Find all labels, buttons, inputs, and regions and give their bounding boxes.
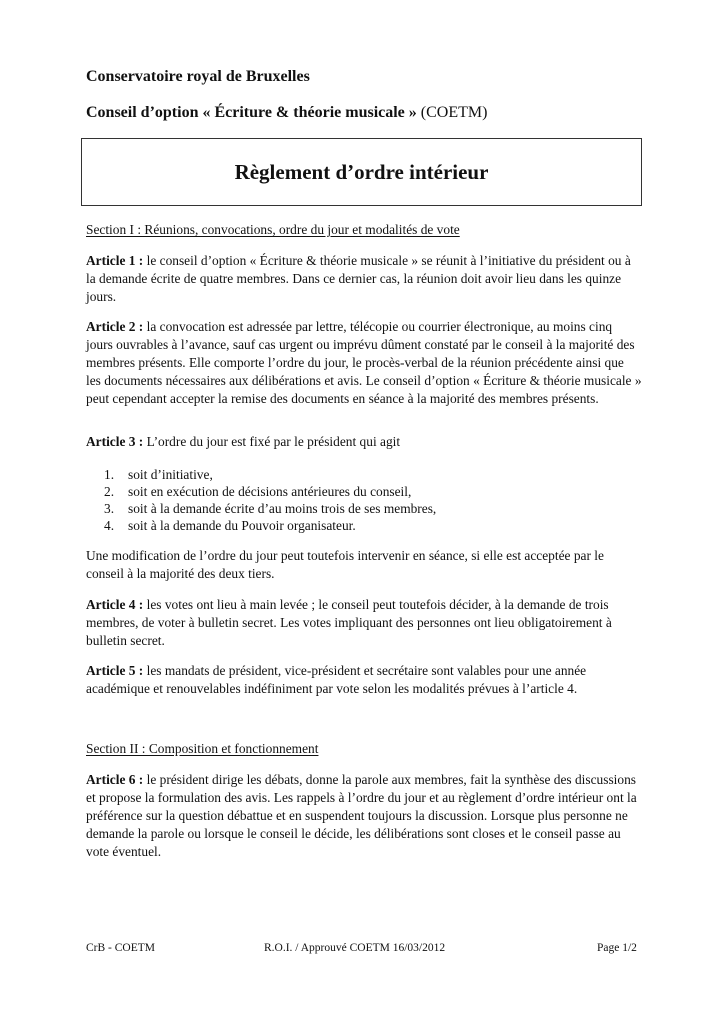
article-2 [86,318,642,408]
article-1-label: Article 1 : [86,253,144,268]
list-item [104,483,624,500]
list-item [104,500,624,517]
article-2-label: Article 2 : [86,319,144,334]
article-3-label: Article 3 : [86,434,144,449]
article-5-label: Article 5 : [86,663,144,678]
article-3-list [104,466,624,534]
council-name-bold: Conseil d’option « Écriture & théorie musicale » [86,104,417,121]
article-1-text: le conseil d’option « Écriture & théorie musicale » se réunit à l’initiative du président ou à la demande écrite de quatre membres. Dans ce dernier cas, la réunion doit avoir lieu dans les quinze jours. [86,253,631,304]
list-item [104,517,624,534]
article-6-text: le président dirige les débats, donne la parole aux membres, fait la synthèse des discussions et propose la formulation des avis. Les rappels à l’ordre du jour et au règlement d’ordre intérieur ont la préférence sur la question débattue et en suspendent toujours la discussion. Lorsque plus personne ne demande la parole ou lorsque le conseil le décide, les délibérations sont closes et le conseil passe au vote éventuel. [86,772,637,859]
list-item-text: soit d’initiative, [128,467,213,482]
list-item-text: soit à la demande écrite d’au moins trois de ses membres, [128,501,437,516]
article-3 [86,433,642,451]
article-4 [86,596,642,650]
list-item-text: soit à la demande du Pouvoir organisateur. [128,518,356,533]
list-item-number: 2. [104,484,115,499]
list-item-number: 4. [104,518,115,533]
footer-page-number: Page 1/2 [597,942,637,954]
title-box [81,138,642,206]
article-6-label: Article 6 : [86,772,144,787]
section-1-heading: Section I : Réunions, convocations, ordre du jour et modalités de vote [86,222,460,237]
institution-name: Conservatoire royal de Bruxelles [86,68,310,85]
article-3-followup: Une modification de l’ordre du jour peut toutefois intervenir en séance, si elle est acceptée par le conseil à la majorité des deux tiers. [86,548,604,581]
article-1 [86,252,642,306]
footer-center: R.O.I. / Approuvé COETM 16/03/2012 [264,942,446,954]
article-4-label: Article 4 : [86,597,144,612]
council-abbreviation: (COETM) [416,104,488,121]
document-title: Règlement d’ordre intérieur [234,160,489,184]
section-2-heading: Section II : Composition et fonctionnement [86,741,319,756]
article-5 [86,662,642,698]
list-item-number: 1. [104,467,115,482]
article-2-text: la convocation est adressée par lettre, télécopie ou courrier électronique, au moins cinq jours ouvrables à l’avance, sauf cas urgent ou imprévu dûment constaté par le conseil à la majorité des membres présents. Elle comporte l’ordre du jour, le procès-verbal de la réunion précédente ainsi que les documents nécessaires aux délibérations et avis. Le conseil d’option « Écriture & théorie musicale » peut cependant accepter la remise des documents en séance à la majorité des membres présents. [86,319,642,406]
article-6 [86,771,642,861]
footer-left: CrB - COETM [86,942,155,954]
article-4-text: les votes ont lieu à main levée ; le conseil peut toutefois décider, à la demande de trois membres, de voter à bulletin secret. Les votes impliquant des personnes ont lieu obligatoirement à bulletin secret. [86,597,612,648]
article-3-text: L’ordre du jour est fixé par le président qui agit [143,434,401,449]
list-item-text: soit en exécution de décisions antérieures du conseil, [128,484,412,499]
article-5-text: les mandats de président, vice-président et secrétaire sont valables pour une année académique et renouvelables indéfiniment par vote selon les modalités prévues à l’article 4. [86,663,587,696]
list-item-number: 3. [104,501,115,516]
council-name [86,103,487,123]
list-item [104,466,624,483]
